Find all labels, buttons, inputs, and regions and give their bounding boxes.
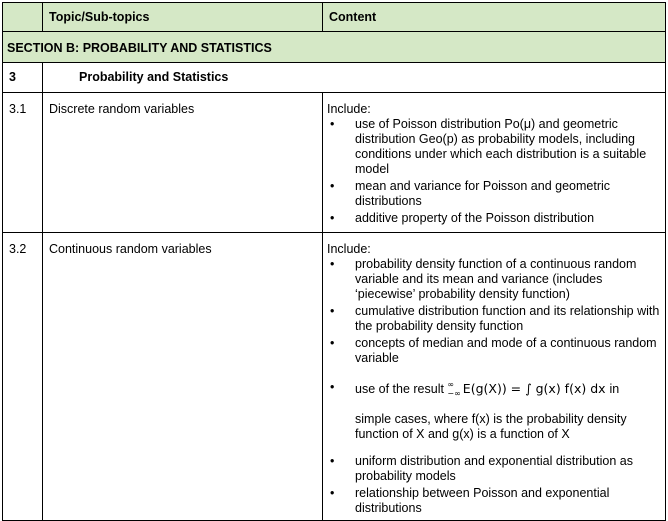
list-item: • relationship between Poisson and exponential distributions [330, 486, 610, 515]
topic-number: 3 [3, 63, 43, 93]
list-item: • additive property of the Poisson distribution [330, 211, 595, 225]
table-row [3, 233, 666, 521]
topic-row [3, 63, 666, 93]
subtopic-content [323, 233, 666, 521]
header-topic: Topic/Sub-topics [43, 3, 323, 32]
list-item: • probability density function of a continuous random variable and its mean and variance (includes ‘piecewise’ probability density function) [330, 257, 637, 301]
subtopic-title: Continuous random variables [43, 233, 323, 521]
table-header-row [3, 3, 666, 32]
subtopic-title: Discrete random variables [43, 93, 323, 233]
list-item: • uniform distribution and exponential distribution as probability models [330, 454, 633, 483]
topic-title: Probability and Statistics [43, 63, 666, 93]
section-title: SECTION B: PROBABILITY AND STATISTICS [3, 32, 666, 63]
list-item-formula: • use of the result ∞ −∞ E(g(X)) = ∫ g(x) f(x) dx in simple cases, where f(x) is the probability density function of X and g(x) is a function of X [327, 368, 661, 452]
list-item: • use of Poisson distribution Po(μ) and geometric distribution Geo(p) as probability models, including conditions under which each distribution is a suitable model [330, 117, 647, 176]
formula-continuation: simple cases, where f(x) is the probability density function of X and g(x) is a function of X [355, 412, 627, 441]
subtopic-number: 3.2 [3, 233, 43, 521]
subtopic-number: 3.1 [3, 93, 43, 233]
expectation-formula: ∞ −∞ E(g(X)) = ∫ g(x) f(x) dx [447, 380, 606, 398]
list-item: • concepts of median and mode of a continuous random variable [330, 336, 657, 365]
list-item: • cumulative distribution function and its relationship with the probability density function [330, 304, 660, 333]
include-label: Include: [327, 102, 371, 116]
include-label: Include: [327, 242, 371, 256]
list-item: • mean and variance for Poisson and geometric distributions [330, 179, 611, 208]
subtopic-content [323, 93, 666, 233]
syllabus-table [2, 2, 666, 521]
section-row [3, 32, 666, 63]
table-row [3, 93, 666, 233]
header-content: Content [323, 3, 666, 32]
